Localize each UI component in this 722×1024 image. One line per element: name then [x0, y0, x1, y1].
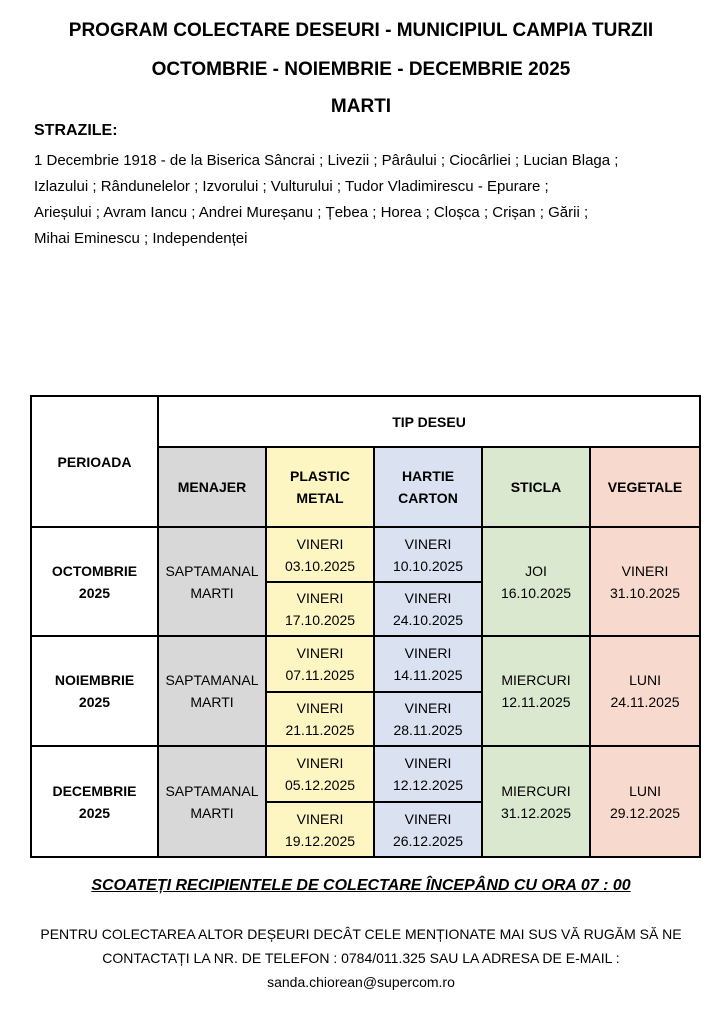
hartie-date-cell: [374, 692, 482, 746]
date-text: 31.12.2025: [500, 804, 572, 821]
period-month: OCTOMBRIE: [51, 562, 138, 579]
streets-label: STRAZILE:: [34, 122, 118, 139]
contact-line: CONTACTAȚI LA NR. DE TELEFON : 0784/011.325 SAU LA ADRESA DE E-MAIL :: [102, 950, 620, 966]
period-year: 2025: [78, 584, 111, 601]
sticla-date-cell: [482, 746, 590, 857]
streets-line: Arieșului ; Avram Iancu ; Andrei Mureșanu ; Țebea ; Horea ; Cloșca ; Crișan ; Gării ;: [34, 204, 589, 221]
vegetale-date-cell: [590, 746, 700, 857]
date-text: 24.11.2025: [610, 694, 680, 710]
weekday-text: VINERI: [404, 755, 452, 771]
streets-line: 1 Decembrie 1918 - de la Biserica Sâncrai ; Livezii ; Pârâului ; Ciocârliei ; Lucian Blaga ;: [34, 152, 619, 169]
weekday-text: JOI: [525, 562, 547, 579]
plastic-date-cell: [266, 582, 374, 636]
period-header: PERIOADA: [31, 396, 158, 527]
date-text: 19.12.2025: [284, 832, 356, 849]
frequency-text: SAPTAMANAL: [165, 782, 259, 799]
weekday-text: LUNI: [629, 672, 661, 688]
menajer-cell: [158, 746, 266, 857]
document-title: PROGRAM COLECTARE DESEURI - MUNICIPIUL CAMPIA TURZII: [68, 20, 654, 41]
vegetale-date-cell: [590, 636, 700, 746]
date-text: 16.10.2025: [500, 584, 572, 601]
weekday-text: VINERI: [296, 535, 344, 552]
period-month: DECEMBRIE: [52, 782, 137, 799]
date-text: 07.11.2025: [285, 667, 355, 683]
column-header-plastic-metal: [266, 447, 374, 527]
date-text: 10.10.2025: [392, 557, 464, 574]
contact-email: sanda.chiorean@supercom.ro: [267, 974, 455, 990]
weekday-text: MARTI: [190, 584, 234, 601]
collection-time-notice: SCOATEȚI RECIPIENTELE DE COLECTARE ÎNCEPÂND CU ORA 07 : 00: [91, 877, 631, 894]
streets-list: [34, 148, 704, 252]
hartie-date-cell: [374, 636, 482, 692]
weekday-text: VINERI: [296, 700, 344, 716]
document-subtitle-day: MARTI: [330, 96, 392, 117]
menajer-cell: [158, 527, 266, 636]
plastic-date-cell: [266, 802, 374, 857]
column-header-menajer: MENAJER: [158, 447, 266, 527]
weekday-text: MARTI: [190, 804, 234, 821]
column-header-line: METAL: [296, 490, 344, 506]
hartie-date-cell: [374, 746, 482, 802]
contact-info: [30, 922, 692, 994]
plastic-date-cell: [266, 636, 374, 692]
date-text: 28.11.2025: [393, 722, 463, 738]
document-subtitle-period: OCTOMBRIE - NOIEMBRIE - DECEMBRIE 2025: [151, 59, 571, 80]
column-header-line: CARTON: [398, 490, 458, 506]
weekday-text: VINERI: [296, 755, 344, 771]
period-cell-decembrie: [31, 746, 158, 857]
column-header-sticla: STICLA: [482, 447, 590, 527]
weekday-text: MIERCURI: [501, 782, 571, 799]
date-text: 14.11.2025: [393, 667, 463, 683]
sticla-date-cell: [482, 636, 590, 746]
column-header-line: HARTIE: [401, 468, 455, 484]
weekday-text: VINERI: [296, 810, 344, 827]
period-year: 2025: [78, 804, 111, 821]
plastic-date-cell: [266, 692, 374, 746]
date-text: 21.11.2025: [285, 722, 355, 738]
period-cell-noiembrie: [31, 636, 158, 746]
weekday-text: VINERI: [296, 645, 344, 661]
date-text: 31.10.2025: [609, 584, 681, 601]
date-text: 29.12.2025: [609, 804, 681, 821]
weekday-text: VINERI: [621, 562, 669, 579]
date-text: 12.11.2025: [501, 694, 571, 710]
weekday-text: VINERI: [296, 590, 344, 606]
weekday-text: VINERI: [404, 590, 452, 606]
period-month: NOIEMBRIE: [54, 672, 135, 688]
hartie-date-cell: [374, 582, 482, 636]
date-text: 12.12.2025: [392, 777, 464, 793]
weekday-text: LUNI: [629, 782, 661, 799]
hartie-date-cell: [374, 527, 482, 582]
hartie-date-cell: [374, 802, 482, 857]
period-year: 2025: [78, 694, 111, 710]
column-header-vegetale: VEGETALE: [590, 447, 700, 527]
contact-line: PENTRU COLECTAREA ALTOR DEȘEURI DECÂT CELE MENȚIONATE MAI SUS VĂ RUGĂM SĂ NE: [40, 926, 682, 942]
collection-schedule-table: [30, 395, 701, 858]
column-header-line: PLASTIC: [290, 468, 350, 484]
waste-type-header: TIP DESEU: [158, 396, 700, 447]
date-text: 26.12.2025: [392, 832, 464, 849]
streets-line: Mihai Eminescu ; Independenței: [34, 230, 248, 247]
streets-line: Izlazului ; Rândunelelor ; Izvorului ; Vulturului ; Tudor Vladimirescu - Epurare ;: [34, 178, 549, 195]
weekday-text: VINERI: [404, 700, 452, 716]
column-header-hartie-carton: [374, 447, 482, 527]
sticla-date-cell: [482, 527, 590, 636]
date-text: 17.10.2025: [284, 612, 356, 628]
menajer-cell: [158, 636, 266, 746]
weekday-text: VINERI: [404, 810, 452, 827]
date-text: 24.10.2025: [392, 612, 464, 628]
weekday-text: VINERI: [404, 535, 452, 552]
weekday-text: VINERI: [404, 645, 452, 661]
frequency-text: SAPTAMANAL: [165, 672, 259, 688]
period-cell-octombrie: [31, 527, 158, 636]
weekday-text: MARTI: [190, 694, 234, 710]
plastic-date-cell: [266, 746, 374, 802]
date-text: 05.12.2025: [284, 777, 356, 793]
weekday-text: MIERCURI: [501, 672, 571, 688]
frequency-text: SAPTAMANAL: [165, 562, 259, 579]
plastic-date-cell: [266, 527, 374, 582]
date-text: 03.10.2025: [284, 557, 356, 574]
vegetale-date-cell: [590, 527, 700, 636]
